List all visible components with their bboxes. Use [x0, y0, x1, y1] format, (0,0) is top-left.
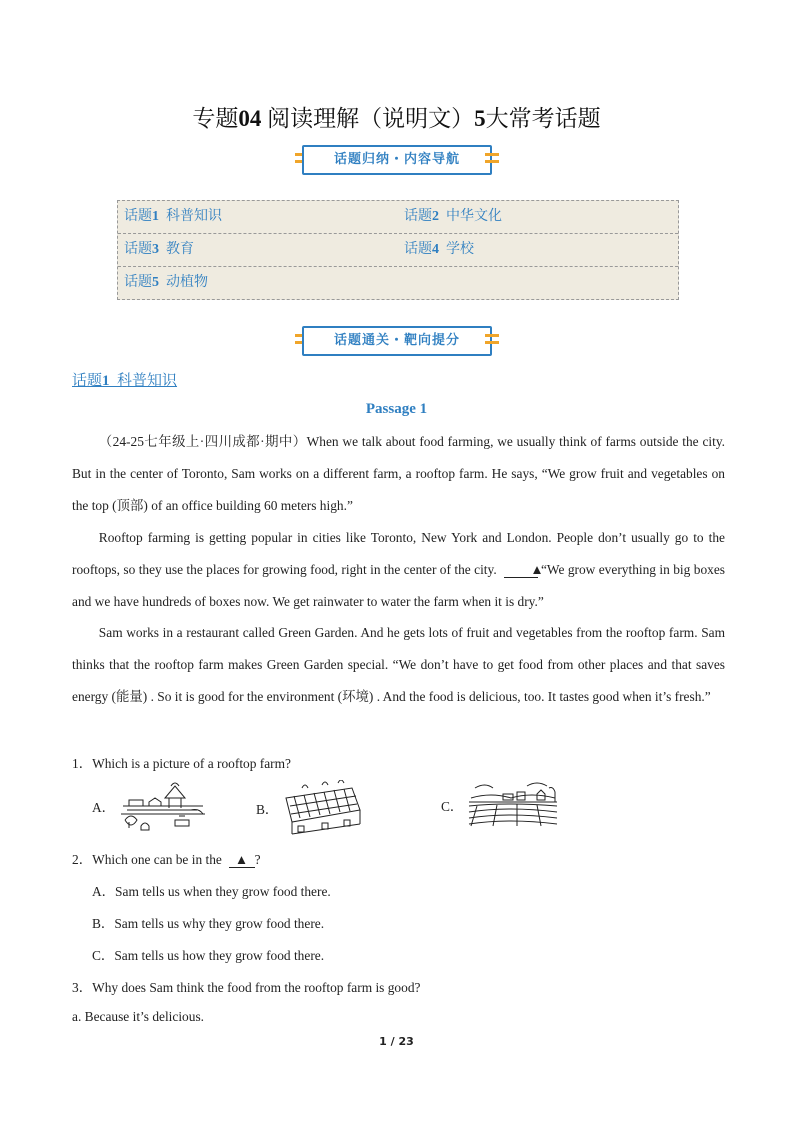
blank-marker: ▲ [229, 853, 255, 868]
question-1: 1．Which is a picture of a rooftop farm? [72, 756, 292, 771]
topic-summary-banner: 话题归纳・内容导航 [297, 145, 497, 175]
q3-statement-a: a. Because it’s delicious. [72, 1009, 205, 1024]
q2-option-b[interactable]: B．Sam tells us why they grow food there. [92, 916, 325, 931]
rooftop-farm-picture-icon [282, 780, 364, 836]
banner-right-mark [485, 334, 499, 348]
q1-option-b[interactable]: B． [256, 780, 364, 836]
topic-practice-banner: 话题通关・靶向提分 [297, 326, 497, 356]
countryside-farm-picture-icon [467, 780, 559, 830]
paragraph-3: Sam works in a restaurant called Green Garden. And he gets lots of fruit and vegetables from the rooftop farm. Sam thinks that the rooftop farm makes Green Garden special. “We don’t have to get food from other places and that saves energy (能量) . So it is good for the environment (环境) . And the food is delicious, too. It tastes good when it’s fresh.” [72, 625, 725, 704]
q1-option-a[interactable]: A． [92, 780, 207, 832]
question-2: 2．Which one can be in the ▲ ? [72, 852, 261, 867]
q2-option-a[interactable]: A．Sam tells us when they grow food there. [92, 884, 331, 899]
toc-item-2[interactable]: 话题2 中华文化 [404, 209, 502, 224]
page-title: 专题04 阅读理解（说明文）5大常考话题 [192, 106, 601, 131]
paragraph-2: Rooftop farming is getting popular in cities like Toronto, New York and London. People don’t usually go to the rooftops, so they use the places for growing food, right in the center of the city. ▲ “We grow everything in big boxes and we have hundreds of boxes now. We get rainwater to water the farm when it is dry.” [72, 530, 725, 609]
q1-option-c[interactable]: C． [441, 780, 559, 830]
passage-title: Passage 1 [365, 401, 428, 417]
question-3: 3．Why does Sam think the food from the rooftop farm is good? [72, 980, 421, 995]
page-number: 1 / 23 [379, 1035, 414, 1048]
topic-table [117, 200, 679, 300]
q2-option-c[interactable]: C．Sam tells us how they grow food there. [92, 948, 325, 963]
village-picture-icon [119, 780, 207, 832]
paragraph-1: （24-25七年级上·四川成都·期中）When we talk about food farming, we usually think of farms outside the city. But in the center of Toronto, Sam works on a different farm, a rooftop farm. He says, “We grow fruit and vegetables on the top (顶部) of an office building 60 meters high.” [72, 434, 725, 513]
banner-right-mark [485, 153, 499, 167]
toc-item-1[interactable]: 话题1 科普知识 [124, 209, 222, 224]
toc-item-3[interactable]: 话题3 教育 [124, 242, 194, 257]
toc-item-5[interactable]: 话题5 动植物 [124, 275, 208, 290]
section-link-topic-1[interactable]: 话题1 科普知识 [72, 373, 178, 389]
toc-item-4[interactable]: 话题4 学校 [404, 242, 474, 257]
blank-marker: ▲ [504, 563, 538, 578]
